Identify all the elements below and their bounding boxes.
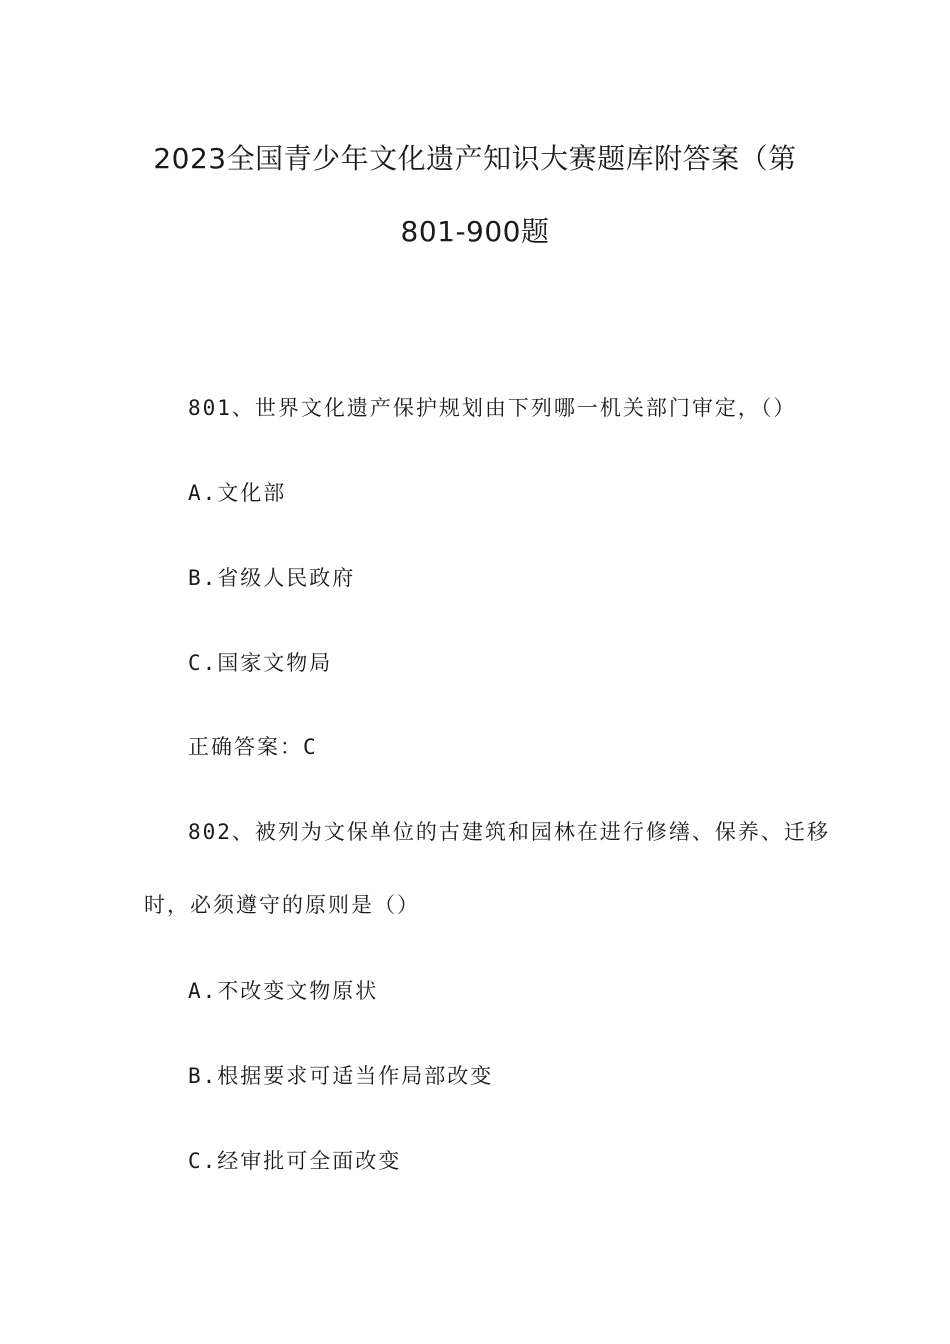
document-title-line-1: 2023全国青少年文化遗产知识大赛题库附答案（第: [153, 142, 797, 175]
question-801-text: 801、世界文化遗产保护规划由下列哪一机关部门审定，（）: [188, 396, 797, 420]
question-801-option-c: C.国家文物局: [188, 651, 333, 675]
question-801-option-a: A.文化部: [188, 481, 287, 505]
document-title-line-2: 801-900题: [400, 215, 550, 248]
question-802-option-a: A.不改变文物原状: [188, 979, 379, 1003]
question-801-option-b: B.省级人民政府: [188, 566, 356, 590]
question-802-option-c: C.经审批可全面改变: [188, 1149, 402, 1173]
question-802-text-line-2: 时，必须遵守的原则是（）: [144, 893, 420, 917]
question-802-option-b: B.根据要求可适当作局部改变: [188, 1064, 494, 1088]
question-802-text-line-1: 802、被列为文保单位的古建筑和园林在进行修缮、保养、迁移: [188, 820, 830, 844]
question-801-answer: 正确答案：C: [188, 735, 318, 759]
